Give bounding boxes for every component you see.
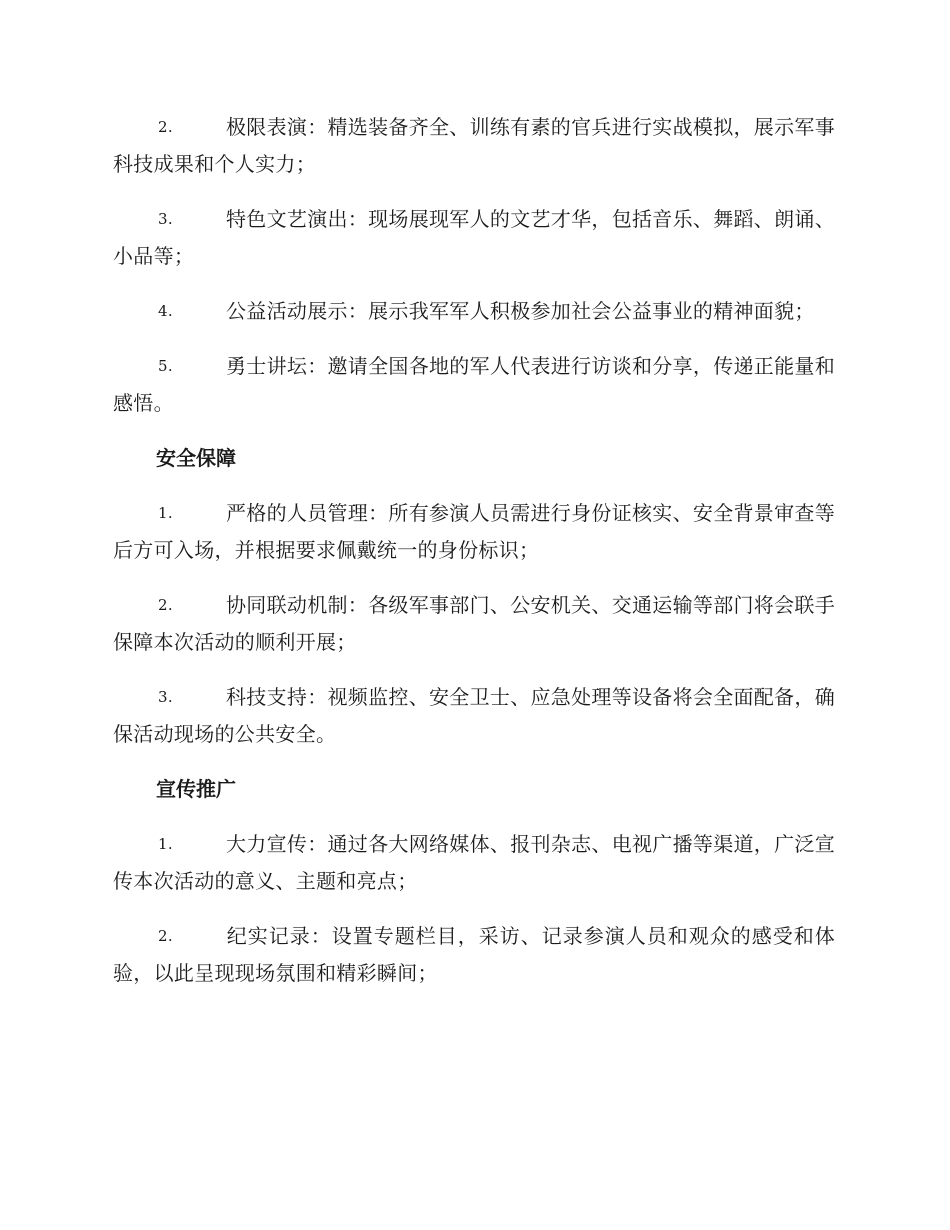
list-item-number: 1. xyxy=(158,504,173,522)
list-item-text: 极限表演：精选装备齐全、训练有素的官兵进行实战模拟，展示军事科技成果和个人实力； xyxy=(113,115,835,176)
document-page xyxy=(113,109,835,1010)
list-item xyxy=(113,495,835,569)
list-item-number: 5. xyxy=(158,357,173,375)
list-item-number: 2. xyxy=(158,118,173,136)
section-promotion xyxy=(113,771,835,992)
list-item-text: 特色文艺演出：现场展现军人的文艺才华，包括音乐、舞蹈、朗诵、小品等； xyxy=(113,207,835,268)
list-item-text: 严格的人员管理：所有参演人员需进行身份证核实、安全背景审查等后方可入场，并根据要求佩戴统一的身份标识； xyxy=(113,501,835,562)
list-item xyxy=(113,826,835,900)
list-item-number: 3. xyxy=(158,210,173,228)
section-heading: 安全保障 xyxy=(156,446,236,470)
section-heading: 宣传推广 xyxy=(156,777,236,801)
list-item xyxy=(113,587,835,661)
list-item-number: 4. xyxy=(158,302,173,320)
list-item-number: 3. xyxy=(158,688,173,706)
list-item xyxy=(113,293,835,330)
list-item xyxy=(113,348,835,422)
list-item xyxy=(113,918,835,992)
list-item xyxy=(113,201,835,275)
list-item-text: 科技支持：视频监控、安全卫士、应急处理等设备将会全面配备，确保活动现场的公共安全。 xyxy=(113,685,835,746)
list-item-text: 协同联动机制：各级军事部门、公安机关、交通运输等部门将会联手保障本次活动的顺利开展； xyxy=(113,593,835,654)
list-group-activities xyxy=(113,109,835,422)
list-item-text: 公益活动展示：展示我军军人积极参加社会公益事业的精神面貌； xyxy=(226,299,815,323)
section-safety xyxy=(113,440,835,753)
list-item-number: 2. xyxy=(158,596,173,614)
list-item-text: 大力宣传：通过各大网络媒体、报刊杂志、电视广播等渠道，广泛宣传本次活动的意义、主题和亮点； xyxy=(113,832,835,893)
list-item xyxy=(113,679,835,753)
list-item-number: 2. xyxy=(158,927,173,945)
list-item-text: 纪实记录：设置专题栏目，采访、记录参演人员和观众的感受和体验，以此呈现现场氛围和精彩瞬间； xyxy=(113,924,835,985)
list-item-text: 勇士讲坛：邀请全国各地的军人代表进行访谈和分享，传递正能量和感悟。 xyxy=(113,354,835,415)
list-item xyxy=(113,109,835,183)
list-item-number: 1. xyxy=(158,835,173,853)
